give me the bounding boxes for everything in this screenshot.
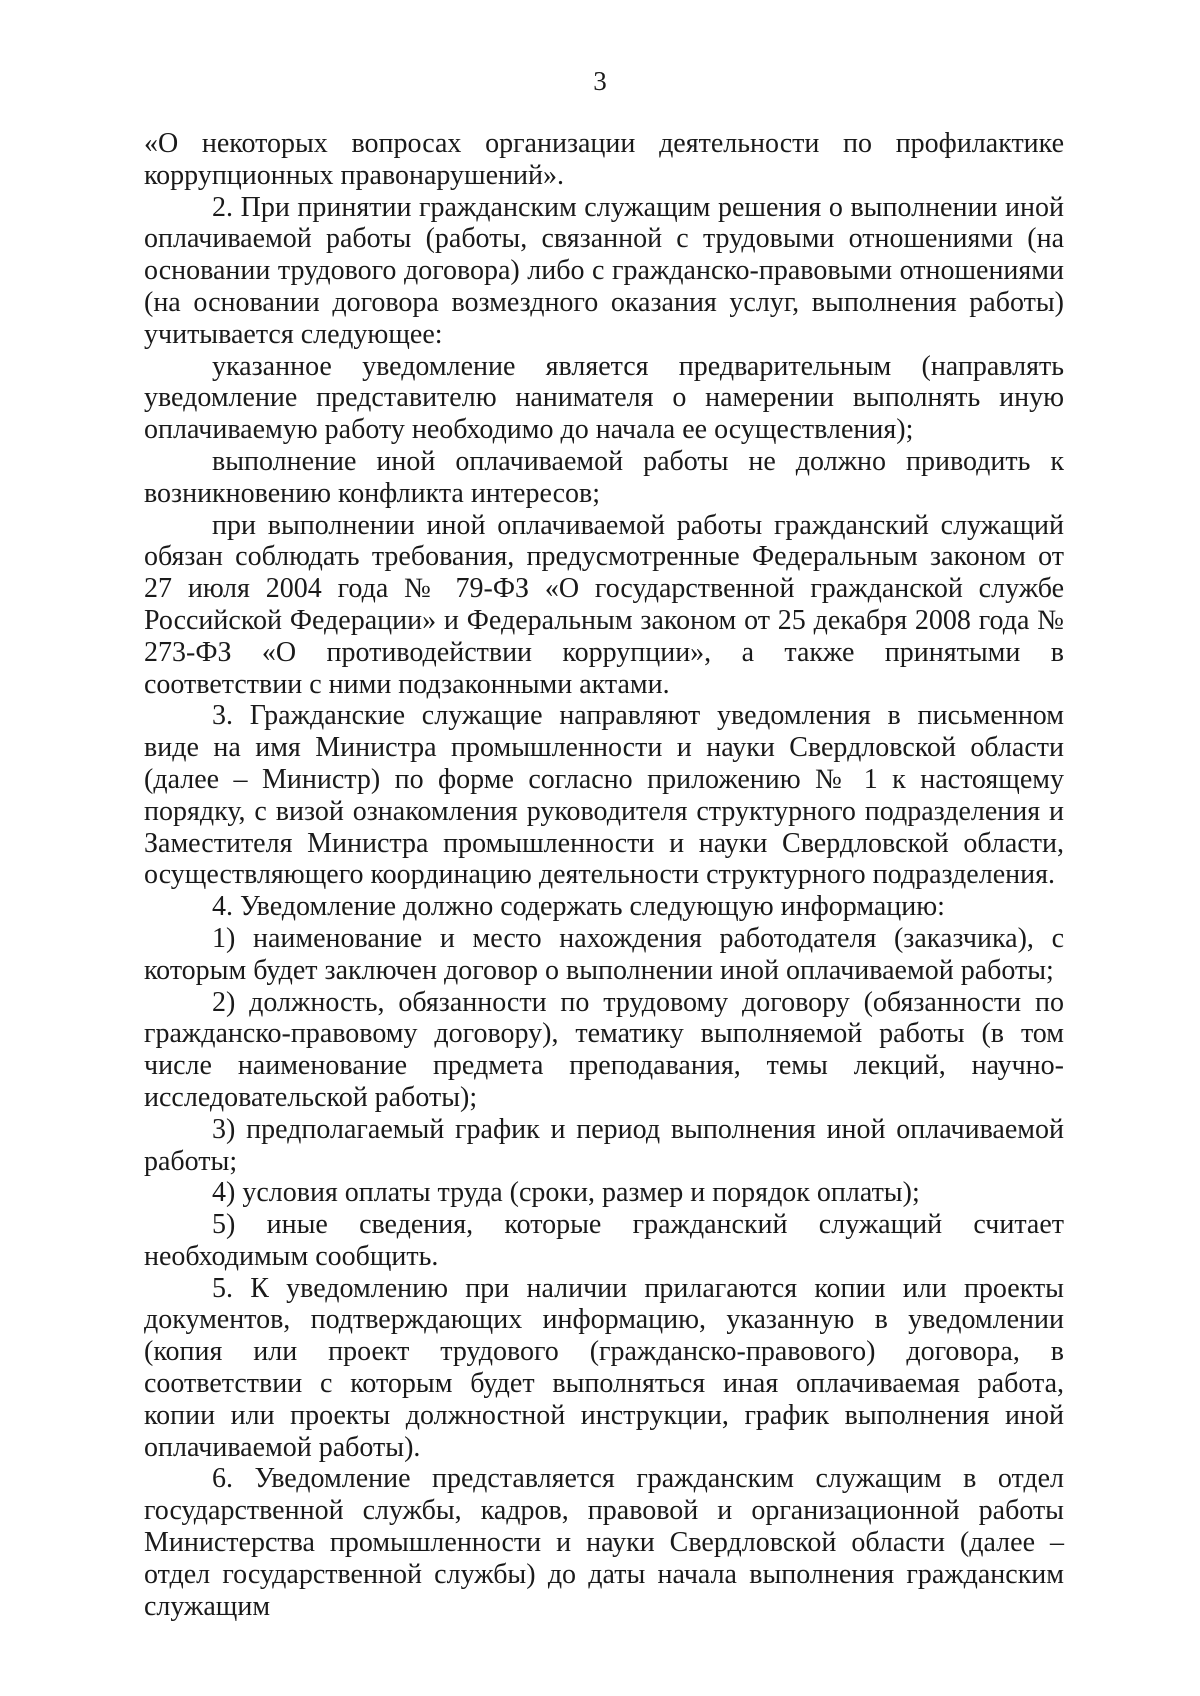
paragraph-item-4-sub-1: 1) наименование и место нахождения работодателя (заказчика), с которым будет заключен договор о выполнении иной оплачиваемой работы; <box>144 922 1064 986</box>
page-number: 3 <box>593 66 607 96</box>
paragraph-item-4-sub-2: 2) должность, обязанности по трудовому договору (обязанности по гражданско-правовому договору), тематику выполняемой работы (в том числе наименование предмета преподавания, темы лекций, научно-исследовательской работы); <box>144 986 1064 1113</box>
paragraph-item-2-condition-1: указанное уведомление является предварительным (направлять уведомление представителю нанимателя о намерении выполнять иную оплачиваемую работу необходимо до начала ее осуществления); <box>144 350 1064 446</box>
paragraph-item-4-sub-5: 5) иные сведения, которые гражданский служащий считает необходимым сообщить. <box>144 1209 1064 1272</box>
paragraph-intro-continuation: «О некоторых вопросах организации деятельности по профилактике коррупционных правонарушений». <box>144 128 1064 191</box>
document-body <box>144 128 1064 1622</box>
paragraph-item-4: 4. Уведомление должно содержать следующую информацию: <box>212 891 945 923</box>
paragraph-item-2-condition-3: при выполнении иной оплачиваемой работы гражданский служащий обязан соблюдать требования, предусмотренные Федеральным законом от 27 июля 2004 года № 79-ФЗ «О государственной гражданской службе Российской Федерации» и Федеральным законом от 25 декабря 2008 года № 273-ФЗ «О противодействии коррупции», а также принятыми в соответствии с ними подзаконными актами. <box>144 509 1064 700</box>
paragraph-item-2: 2. При принятии гражданским служащим решения о выполнении иной оплачиваемой работы (работы, связанной с трудовыми отношениями (на основании трудового договора) либо с гражданско-правовыми отношениями (на основании договора возмездного оказания услуг, выполнения работы) учитывается следующее: <box>144 191 1064 350</box>
paragraph-item-4-sub-4: 4) условия оплаты труда (сроки, размер и порядок оплаты); <box>212 1177 920 1209</box>
paragraph-item-6: 6. Уведомление представляется гражданским служащим в отдел государственной службы, кадров, правовой и организационной работы Министерства промышленности и науки Свердловской области (далее – отдел государственной службы) до даты начала выполнения гражданским служащим <box>144 1463 1064 1622</box>
paragraph-item-5: 5. К уведомлению при наличии прилагаются копии или проекты документов, подтверждающих информацию, указанную в уведомлении (копия или проект трудового (гражданско-правового) договора, в соответствии с которым будет выполняться иная оплачиваемая работа, копии или проекты должностной инструкции, график выполнения иной оплачиваемой работы). <box>144 1272 1064 1463</box>
paragraph-item-2-condition-2: выполнение иной оплачиваемой работы не должно приводить к возникновению конфликта интересов; <box>144 445 1064 509</box>
paragraph-item-3: 3. Гражданские служащие направляют уведомления в письменном виде на имя Министра промышленности и науки Свердловской области (далее – Министр) по форме согласно приложению № 1 к настоящему порядку, с визой ознакомления руководителя структурного подразделения и Заместителя Министра промышленности и науки Свердловской области, осуществляющего координацию деятельности структурного подразделения. <box>144 700 1064 891</box>
paragraph-item-4-sub-3: 3) предполагаемый график и период выполнения иной оплачиваемой работы; <box>144 1113 1064 1177</box>
